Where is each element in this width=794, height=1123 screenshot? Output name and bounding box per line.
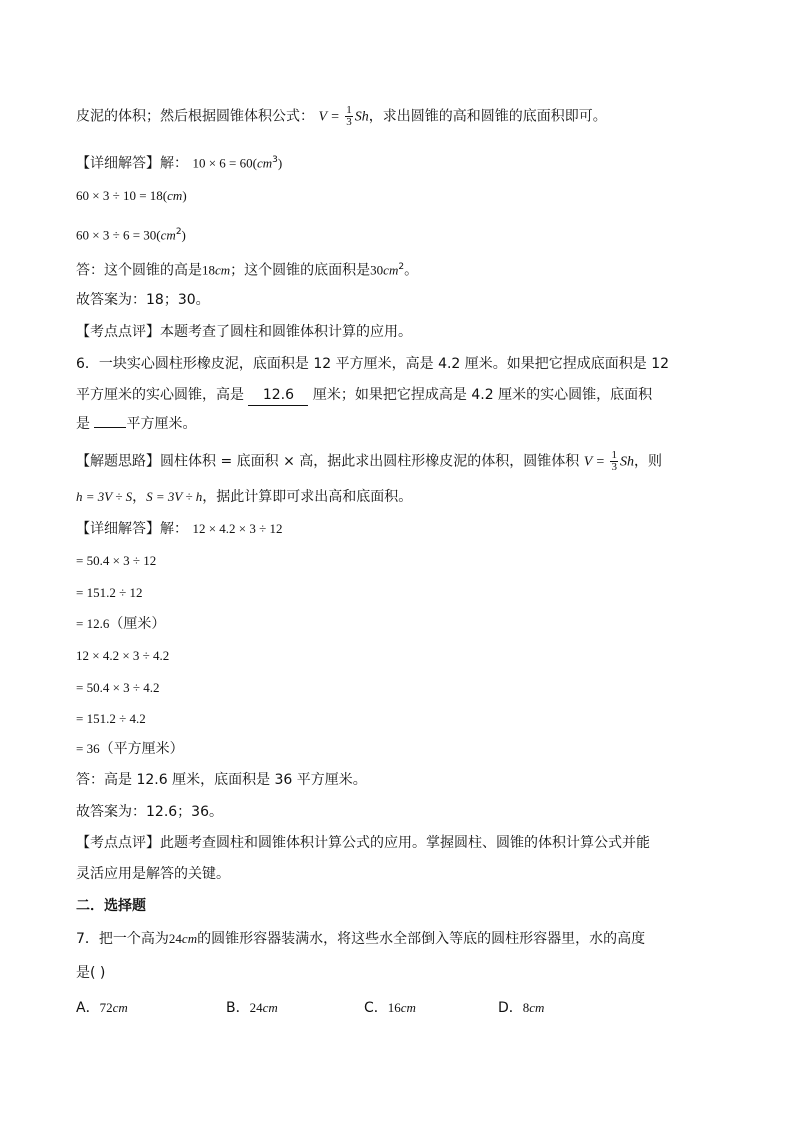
comment-line-2: 灵活应用是解答的关键。 <box>76 866 230 882</box>
option-a: A．72cm <box>76 1000 128 1016</box>
answer-line: 答：这个圆锥的高是18cm；这个圆锥的底面积是$30cm^2$。 <box>76 262 419 279</box>
equation-line: $60 \times 3 \div 6 = 30(cm^2)$ <box>76 227 186 243</box>
option-c: C．16cm <box>364 1000 416 1016</box>
fraction-one-third: $\frac{1}{3}$ <box>346 104 352 128</box>
text-segment: ，求出圆锥的高和圆锥的底面积即可。 <box>368 108 607 125</box>
text-segment: 皮泥的体积；然后根据圆锥体积公式： <box>76 108 314 125</box>
answer-line: 答：高是 12.6 厘米，底面积是 36 平方厘米。 <box>76 772 367 788</box>
option-d: D．8cm <box>498 1000 545 1016</box>
thinking-line-1: 【解题思路】圆柱体积 = 底面积 × 高，据此求出圆柱形橡皮泥的体积，圆锥体积 V = $\frac{1}{3}$ Sh，则 <box>76 449 662 473</box>
option-b: B．24cm <box>226 1000 278 1016</box>
formula-sh: Sh <box>354 109 369 125</box>
detail-answer-line: 【详细解答】解： $10 \times 6 = 60(cm^3)$ <box>76 155 283 172</box>
question-6-line-1: 6．一块实心圆柱形橡皮泥，底面积是 12 平方厘米，高是 4.2 厘米。如果把它捏成底面积是 12 <box>76 356 670 372</box>
question-7-line-1: 7．把一个高为24cm的圆锥形容器装满水，将这些水全部倒入等底的圆柱形容器里，水的高度 <box>76 931 646 947</box>
question-6-line-3: 是 平方厘米。 <box>76 416 197 432</box>
equation-line: 60 × 3 ÷ 10 = 18(cm) <box>76 188 187 203</box>
calc-line: = 50.4 × 3 ÷ 4.2 <box>76 680 160 695</box>
detail-answer-line: 【详细解答】解： 12 × 4.2 × 3 ÷ 12 <box>76 521 283 537</box>
section-heading: 二．选择题 <box>76 898 146 914</box>
calc-line: = 12.6（厘米） <box>76 616 166 632</box>
fraction-one-third: $\frac{1}{3}$ <box>611 449 617 473</box>
final-answer-line: 故答案为：12.6；36。 <box>76 804 223 820</box>
calc-line: 12 × 4.2 × 3 ÷ 4.2 <box>76 648 170 663</box>
question-7-line-2: 是( ) <box>76 965 106 981</box>
calc-line: = 50.4 × 3 ÷ 12 <box>76 553 157 568</box>
answer-blank-area <box>94 427 126 428</box>
calc-line: = 151.2 ÷ 12 <box>76 585 143 600</box>
formula-v: V = <box>318 109 344 125</box>
final-answer-line: 故答案为：18；30。 <box>76 292 210 308</box>
question-6-line-2: 平方厘米的实心圆锥，高是 12.6 厘米；如果把它捏成高是 4.2 厘米的实心圆锥，底面积 <box>76 385 652 406</box>
comment-line-1: 【考点点评】此题考查圆柱和圆锥体积计算公式的应用。掌握圆柱、圆锥的体积计算公式并能 <box>76 835 650 851</box>
answer-blank-height: 12.6 <box>248 385 308 406</box>
thinking-line-2: h = 3V ÷ S，S = 3V ÷ h，据此计算即可求出高和底面积。 <box>76 489 413 505</box>
comment-line: 【考点点评】本题考查了圆柱和圆锥体积计算的应用。 <box>76 324 412 340</box>
solution-text-line <box>76 105 607 128</box>
calc-line: = 151.2 ÷ 4.2 <box>76 711 146 726</box>
calc-line: = 36（平方厘米） <box>76 741 184 757</box>
